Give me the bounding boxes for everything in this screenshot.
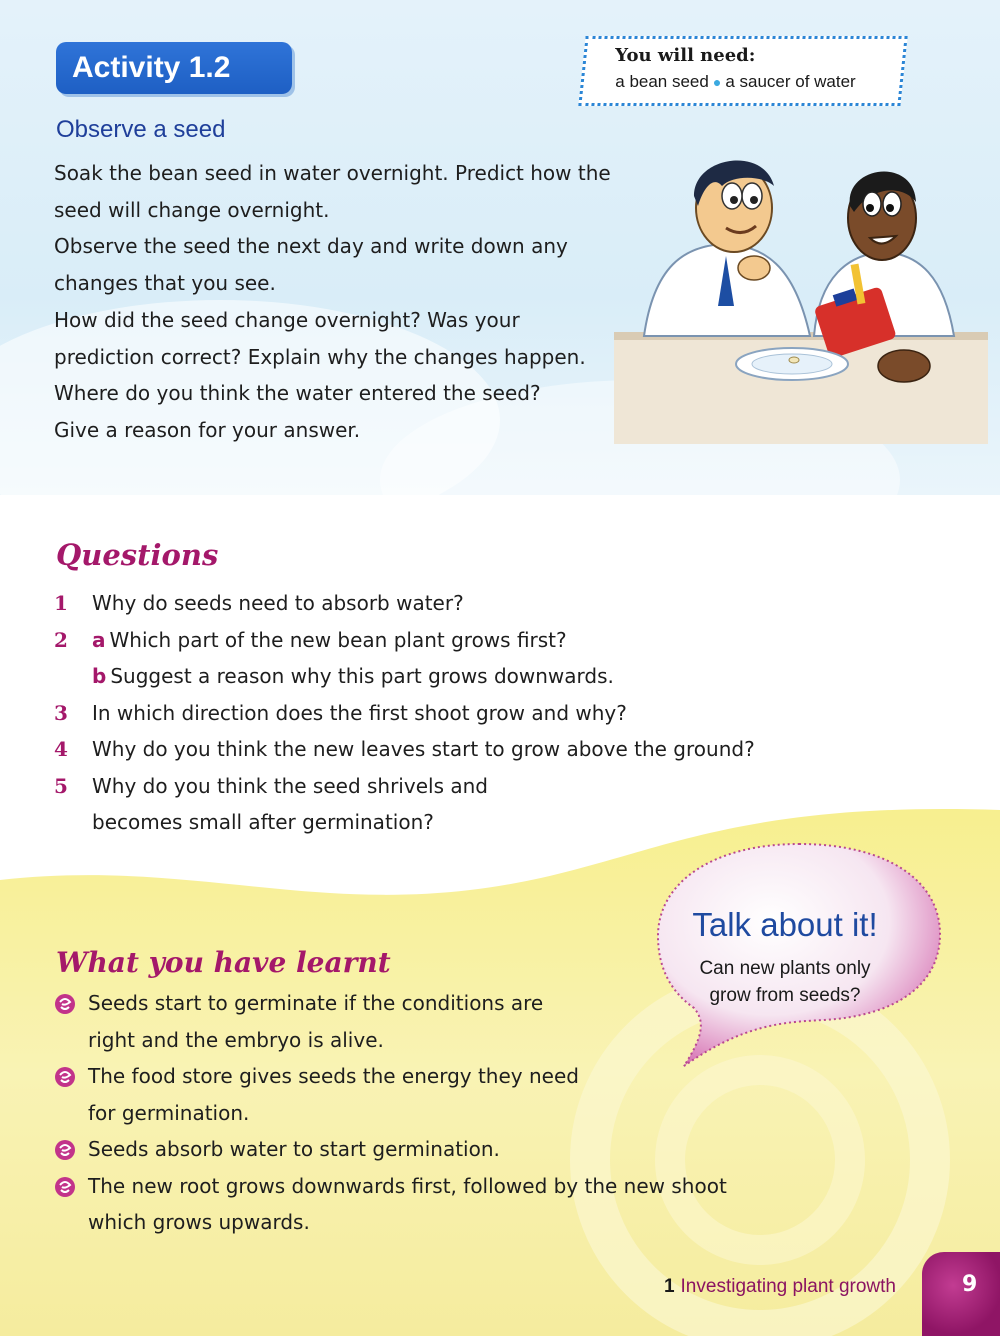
instruction-line: How did the seed change overnight? Was your bbox=[54, 307, 520, 332]
you-will-need-items bbox=[615, 72, 901, 92]
question-text: In which direction does the first shoot grow and why? bbox=[92, 700, 627, 725]
question-item bbox=[54, 731, 954, 768]
instruction-line: seed will change overnight. bbox=[54, 197, 330, 222]
learnt-text: Seeds absorb water to start germination. bbox=[88, 1137, 500, 1161]
learnt-heading: What you have learnt bbox=[56, 946, 391, 979]
chapter-number: 1 bbox=[663, 1276, 675, 1297]
chapter-footer bbox=[540, 1276, 896, 1298]
activity-instructions bbox=[54, 155, 654, 449]
question-number: 3 bbox=[54, 700, 68, 725]
learnt-text: The new root grows downwards first, followed by the new shoot bbox=[88, 1173, 727, 1198]
question-item bbox=[54, 622, 954, 659]
question-number: 5 bbox=[54, 773, 68, 798]
swirl-bullet-icon bbox=[54, 1176, 76, 1198]
you-will-need-box bbox=[578, 36, 907, 106]
question-text: Which part of the new bean plant grows first? bbox=[109, 627, 567, 652]
activity-badge: Activity 1.2 bbox=[56, 42, 292, 94]
instruction-line: Soak the bean seed in water overnight. Predict how the bbox=[54, 161, 611, 185]
page-number: 9 bbox=[962, 1272, 978, 1297]
chapter-title: Investigating plant growth bbox=[680, 1276, 896, 1297]
question-text: becomes small after germination? bbox=[92, 810, 434, 834]
question-number: 2 bbox=[54, 627, 68, 652]
swirl-bullet-icon bbox=[54, 1066, 76, 1088]
learnt-text: The food store gives seeds the energy they need bbox=[88, 1064, 579, 1088]
question-number: 4 bbox=[54, 737, 68, 761]
question-sub-letter: b bbox=[92, 664, 107, 688]
question-number: 1 bbox=[54, 591, 68, 615]
learnt-text: right and the embryo is alive. bbox=[88, 1027, 384, 1052]
question-item bbox=[54, 658, 954, 695]
talk-about-it-title: Talk about it! bbox=[692, 906, 878, 943]
page-number-tab bbox=[922, 1252, 1000, 1336]
talk-about-it-question bbox=[660, 955, 910, 1009]
instruction-line: Where do you think the water entered the seed? bbox=[54, 381, 541, 406]
learnt-item bbox=[52, 1131, 812, 1168]
learnt-text: Seeds start to germinate if the conditions are bbox=[88, 991, 544, 1015]
question-item bbox=[54, 768, 954, 805]
instruction-line: changes that you see. bbox=[54, 271, 276, 296]
talk-line: Can new plants only bbox=[699, 958, 871, 979]
question-text: Suggest a reason why this part grows downwards. bbox=[110, 664, 614, 688]
question-text: Why do you think the seed shrivels and bbox=[92, 773, 488, 798]
learnt-item bbox=[52, 1168, 812, 1241]
you-will-need-title: You will need: bbox=[615, 45, 756, 66]
activity-title: Observe a seed bbox=[56, 116, 226, 143]
swirl-bullet-icon bbox=[54, 993, 76, 1015]
learnt-text: which grows upwards. bbox=[88, 1210, 310, 1234]
need-item-bean-seed: a bean seed bbox=[615, 72, 709, 91]
learnt-text: for germination. bbox=[88, 1100, 250, 1125]
speech-bubble-icon bbox=[654, 838, 944, 1070]
instruction-line: Observe the seed the next day and write down any bbox=[54, 234, 568, 259]
need-item-saucer: a saucer of water bbox=[725, 72, 856, 91]
question-sub-letter: a bbox=[92, 627, 106, 652]
question-item bbox=[54, 695, 954, 732]
question-text: Why do you think the new leaves start to grow above the ground? bbox=[92, 737, 755, 761]
students-illustration bbox=[614, 146, 988, 444]
instruction-line: Give a reason for your answer. bbox=[54, 417, 361, 442]
questions-heading: Questions bbox=[56, 538, 219, 572]
instruction-line: prediction correct? Explain why the changes happen. bbox=[54, 344, 586, 369]
bean-seed-icon bbox=[789, 357, 799, 363]
bullet-dot-icon: ● bbox=[712, 74, 722, 90]
talk-line: grow from seeds? bbox=[709, 985, 861, 1006]
swirl-bullet-icon bbox=[54, 1139, 76, 1161]
question-text: Why do seeds need to absorb water? bbox=[92, 591, 464, 615]
question-item bbox=[54, 585, 954, 622]
